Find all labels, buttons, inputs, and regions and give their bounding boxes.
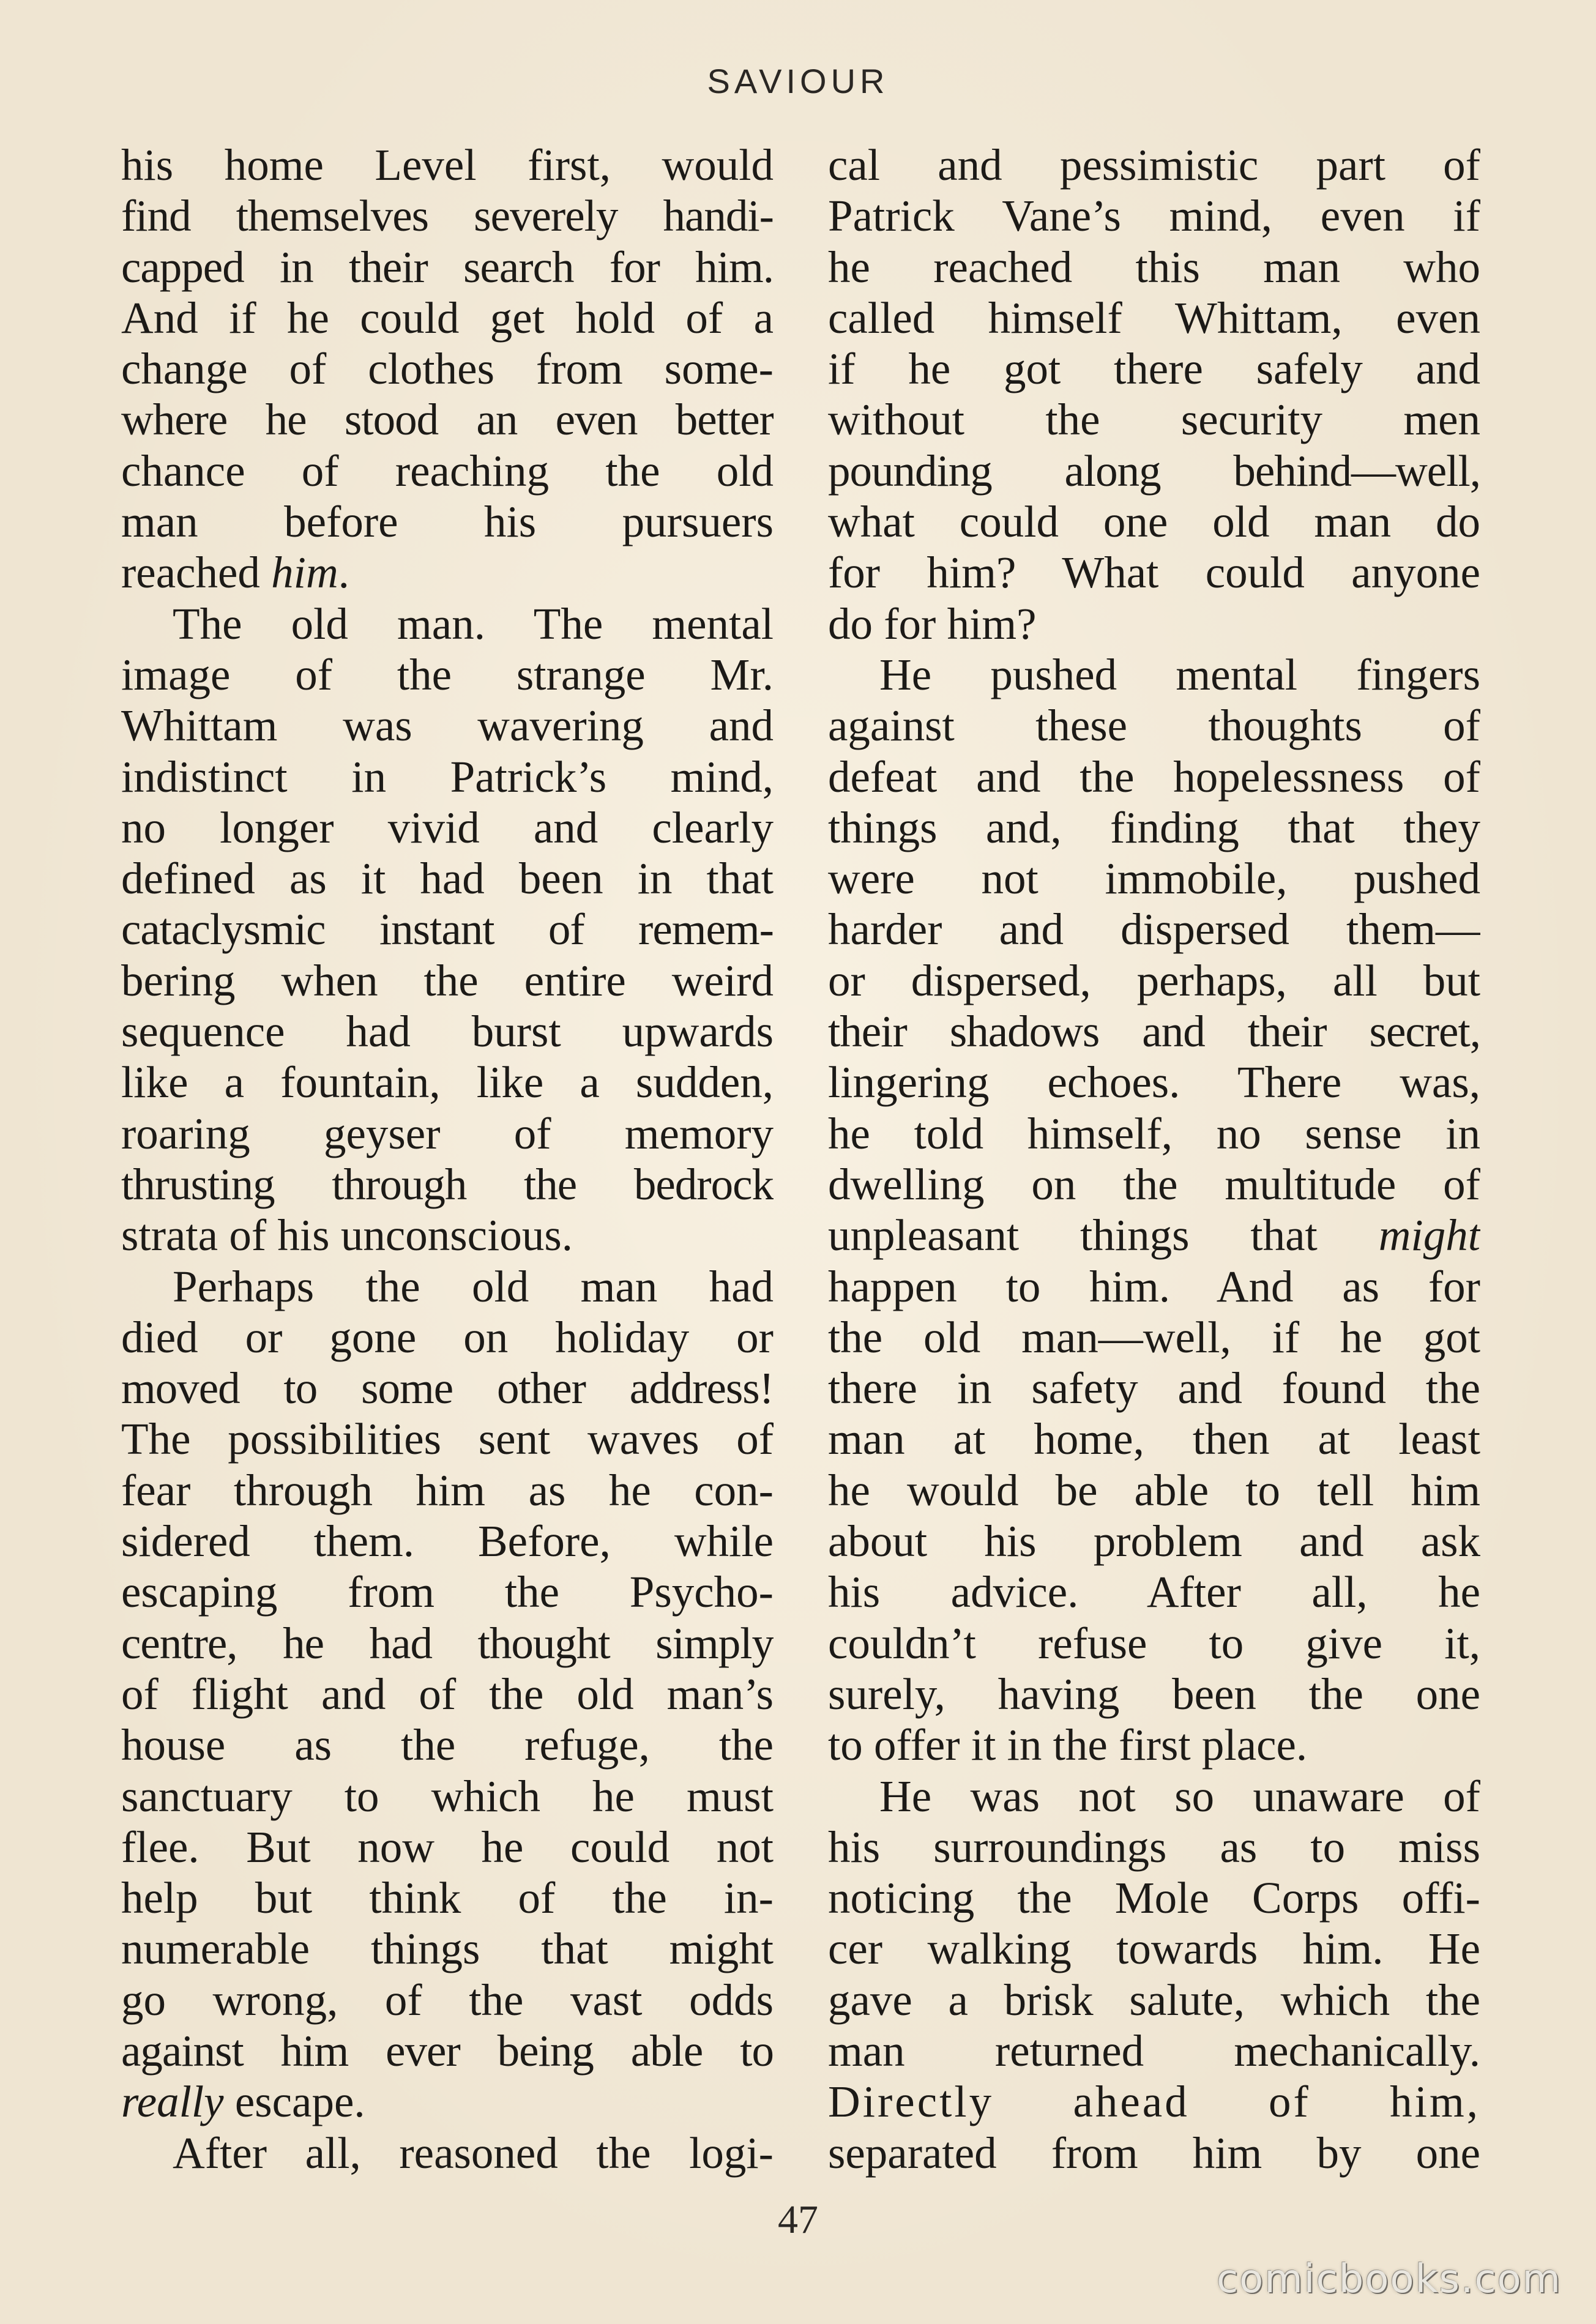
text-line: against him ever being able to xyxy=(121,2025,774,2076)
text-line: capped in their search for him. xyxy=(121,242,774,292)
text-line: sanctuary to which he must xyxy=(121,1771,774,1821)
text-line: things and, finding that they xyxy=(828,802,1480,852)
text-line: really escape. xyxy=(121,2077,365,2127)
text-line: noticing the Mole Corps offi- xyxy=(828,1873,1480,1923)
text-line: sequence had burst upwards xyxy=(121,1007,774,1057)
text-line: man returned mechanically. xyxy=(828,2025,1480,2076)
text-line: if he got there safely and xyxy=(828,344,1480,394)
text-line: He pushed mental fingers xyxy=(879,649,1480,699)
text-line: he told himself, no sense in xyxy=(828,1108,1480,1158)
text-line: separated from him by one xyxy=(828,2128,1480,2178)
text-line: pounding along behind—well, xyxy=(828,445,1480,496)
text-line: died or gone on holiday or xyxy=(121,1312,774,1362)
text-line: flee. But now he could not xyxy=(121,1822,774,1872)
text-line: strata of his unconscious. xyxy=(121,1210,573,1261)
text-line: And if he could get hold of a xyxy=(121,292,774,343)
text-line: the old man—well, if he got xyxy=(828,1312,1480,1362)
text-line: where he stood an even better xyxy=(121,395,774,445)
text-line: moved to some other address! xyxy=(121,1363,774,1413)
text-line: cer walking towards him. He xyxy=(828,1924,1480,1974)
text-line: roaring geyser of memory xyxy=(121,1108,774,1158)
text-line: lingering echoes. There was, xyxy=(828,1057,1480,1108)
text-line: man at home, then at least xyxy=(828,1414,1480,1464)
text-line: harder and dispersed them— xyxy=(828,904,1480,955)
text-line: his surroundings as to miss xyxy=(828,1822,1480,1872)
text-line: Perhaps the old man had xyxy=(173,1261,774,1311)
text-line: his home Level first, would xyxy=(121,140,774,190)
text-line: After all, reasoned the logi- xyxy=(173,2128,774,2178)
text-line: his advice. After all, he xyxy=(828,1567,1480,1617)
page-number: 47 xyxy=(778,2197,818,2242)
text-line: image of the strange Mr. xyxy=(121,649,774,699)
text-line: no longer vivid and clearly xyxy=(121,802,774,852)
text-line: about his problem and ask xyxy=(828,1516,1480,1566)
text-line: to offer it in the first place. xyxy=(828,1720,1308,1770)
text-line: sidered them. Before, while xyxy=(121,1516,774,1566)
text-line: unpleasant things that might xyxy=(828,1210,1480,1261)
text-line: Directly ahead of him, xyxy=(828,2077,1480,2127)
text-line: help but think of the in- xyxy=(121,1873,774,1923)
left-column xyxy=(121,140,774,2178)
text-line: The possibilities sent waves of xyxy=(121,1414,774,1464)
text-line: do for him? xyxy=(828,598,1037,649)
text-line: there in safety and found the xyxy=(828,1363,1480,1413)
text-line: centre, he had thought simply xyxy=(121,1618,774,1668)
text-line: numerable things that might xyxy=(121,1924,774,1974)
text-line: against these thoughts of xyxy=(828,701,1480,751)
text-line: like a fountain, like a sudden, xyxy=(121,1057,774,1108)
text-line: couldn’t refuse to give it, xyxy=(828,1618,1480,1668)
text-line: reached him. xyxy=(121,548,349,598)
text-line: defined as it had been in that xyxy=(121,854,774,904)
text-line: indistinct in Patrick’s mind, xyxy=(121,751,774,802)
text-line: without the security men xyxy=(828,395,1480,445)
text-line: called himself Whittam, even xyxy=(828,292,1480,343)
text-line: thrusting through the bedrock xyxy=(121,1159,774,1209)
text-line: their shadows and their secret, xyxy=(828,1007,1480,1057)
text-line: fear through him as he con- xyxy=(121,1465,774,1515)
text-line: cal and pessimistic part of xyxy=(828,140,1480,190)
text-line: happen to him. And as for xyxy=(828,1261,1480,1311)
text-line: he reached this man who xyxy=(828,242,1480,292)
text-line: escaping from the Psycho- xyxy=(121,1567,774,1617)
text-line: He was not so unaware of xyxy=(879,1771,1480,1821)
text-line: were not immobile, pushed xyxy=(828,854,1480,904)
running-head: SAVIOUR xyxy=(707,62,889,100)
text-line: defeat and the hopelessness of xyxy=(828,751,1480,802)
text-line: dwelling on the multitude of xyxy=(828,1159,1480,1209)
text-line: cataclysmic instant of remem- xyxy=(121,904,774,955)
text-line: or dispersed, perhaps, all but xyxy=(828,955,1480,1005)
text-line: he would be able to tell him xyxy=(828,1465,1480,1515)
text-line: Patrick Vane’s mind, even if xyxy=(828,191,1480,241)
text-line: for him? What could anyone xyxy=(828,548,1480,598)
watermark: comicbooks.com xyxy=(1216,2257,1562,2302)
text-line: gave a brisk salute, which the xyxy=(828,1975,1480,2025)
text-line: surely, having been the one xyxy=(828,1669,1480,1719)
text-line: chance of reaching the old xyxy=(121,445,774,496)
text-line: find themselves severely handi- xyxy=(121,191,774,241)
text-line: house as the refuge, the xyxy=(121,1720,774,1770)
text-line: bering when the entire weird xyxy=(121,955,774,1005)
text-line: go wrong, of the vast odds xyxy=(121,1975,774,2025)
text-line: of flight and of the old man’s xyxy=(121,1669,774,1719)
right-column xyxy=(828,140,1480,2178)
text-line: change of clothes from some- xyxy=(121,344,774,394)
text-line: what could one old man do xyxy=(828,497,1480,547)
text-line: man before his pursuers xyxy=(121,497,774,547)
text-line: Whittam was wavering and xyxy=(121,701,774,751)
text-line: The old man. The mental xyxy=(173,598,774,649)
